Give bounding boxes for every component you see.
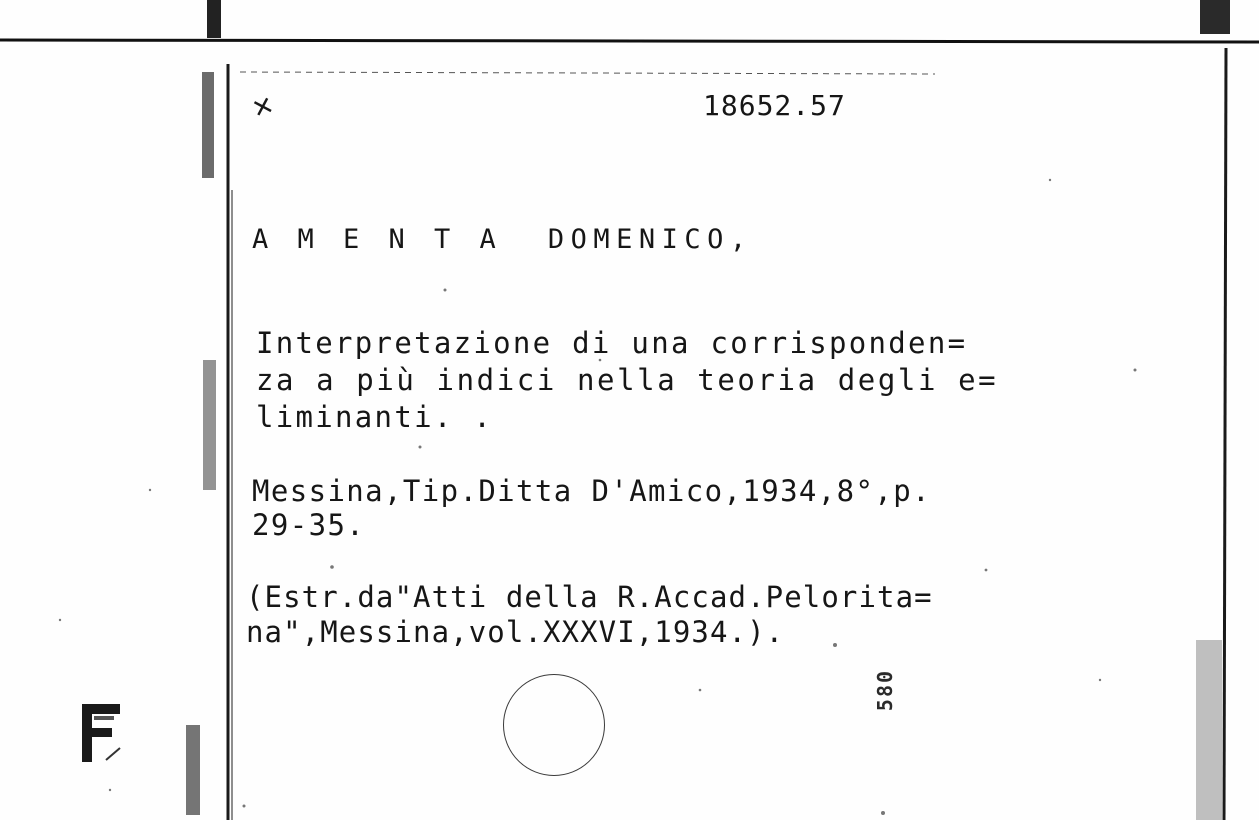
author-heading: A M E N T A DOMENICO, — [252, 224, 753, 255]
top-card-edge — [0, 40, 1259, 42]
imprint-line: Messina,Tip.Ditta D'Amico,1934,8°,p. — [252, 474, 931, 508]
right-margin-noise — [1196, 640, 1222, 820]
handwritten-cross-mark: + — [243, 85, 283, 128]
left-margin-strip-2 — [203, 360, 216, 490]
title-line: Interpretazione di una corrisponden= — [256, 326, 968, 360]
left-margin-strip-3 — [186, 725, 200, 815]
inner-top-rule — [240, 72, 935, 74]
side-number: 580 — [873, 668, 898, 712]
f-stamp-icon — [80, 702, 128, 764]
right-card-edge — [1224, 48, 1226, 820]
call-number: 18652.57 — [703, 89, 846, 122]
title-line: za a più indici nella teoria degli e= — [256, 363, 999, 397]
top-left-clip — [207, 0, 221, 38]
imprint-line: 29-35. — [252, 508, 366, 542]
extract-note-line: na",Messina,vol.XXXVI,1934.). — [246, 615, 785, 649]
title-line: liminanti. . — [256, 400, 494, 434]
left-margin-strip-1 — [202, 72, 214, 178]
top-right-clip — [1200, 0, 1230, 34]
extract-note-line: (Estr.da"Atti della R.Accad.Pelorita= — [246, 580, 933, 614]
punch-hole — [503, 674, 605, 776]
